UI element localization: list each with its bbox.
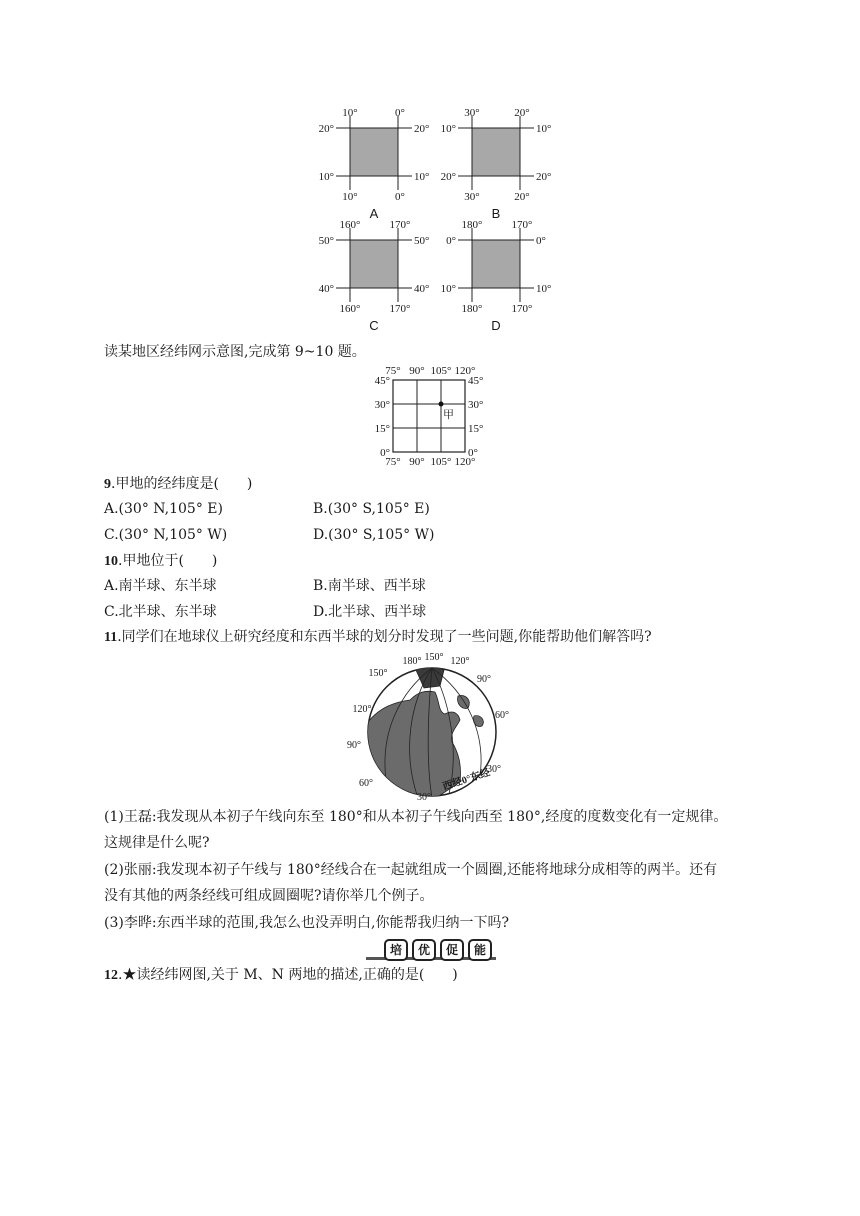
- map-left-label: 0°: [380, 447, 390, 459]
- q10-option-a: A.南半球、东半球: [104, 578, 217, 594]
- bottom-left-label: 160°: [339, 303, 361, 315]
- globe-degree-label: 150°: [424, 652, 444, 663]
- banner-char-2: 优: [412, 939, 436, 961]
- globe-degree-label: 120°: [450, 656, 470, 667]
- right-bottom-label: 10°: [414, 171, 430, 183]
- top-left-label: 10°: [342, 107, 358, 119]
- map-bottom-label: 90°: [409, 456, 425, 468]
- question-10-text: .甲地位于( ): [118, 553, 218, 569]
- q9-option-b: B.(30° S,105° E): [313, 501, 430, 517]
- map-top-label: 120°: [454, 365, 476, 377]
- top-right-label: 0°: [395, 107, 405, 119]
- globe-degree-label: 120°: [352, 704, 372, 715]
- left-top-label: 50°: [318, 235, 334, 247]
- top-left-label: 30°: [464, 107, 480, 119]
- question-9-text: .甲地的经纬度是( ): [111, 476, 253, 492]
- sub-question-2-line-1: (2)张丽:我发现本初子午线与 180°经线合在一起就组成一个圆圈,还能将地球分成相等的两半。还有: [104, 862, 718, 878]
- globe-degree-label: 30°: [417, 792, 431, 803]
- bottom-right-label: 170°: [389, 303, 411, 315]
- map-top-label: 105°: [430, 365, 452, 377]
- globe-degree-label: 30°: [487, 764, 501, 775]
- globe-degree-label: 90°: [347, 740, 361, 751]
- top-right-label: 170°: [511, 219, 533, 231]
- q9-option-d: D.(30° S,105° W): [313, 527, 435, 543]
- question-11-text: .同学们在地球仪上研究经度和东西半球的划分时发现了一些问题,你能帮助他们解答吗?: [117, 629, 652, 645]
- grid-option-caption: C: [369, 318, 379, 333]
- globe-degree-label: 150°: [368, 668, 388, 679]
- left-bottom-label: 10°: [440, 283, 456, 295]
- right-top-label: 50°: [414, 235, 430, 247]
- q9-option-a: A.(30° N,105° E): [104, 501, 223, 517]
- globe-degree-label: 60°: [359, 778, 373, 789]
- right-bottom-label: 20°: [536, 171, 552, 183]
- top-right-label: 20°: [514, 107, 530, 119]
- sub-question-3: (3)李晔:东西半球的范围,我怎么也没弄明白,你能帮我归纳一下吗?: [104, 915, 509, 931]
- grid-square: [350, 128, 398, 176]
- q10-option-b: B.南半球、西半球: [313, 578, 426, 594]
- left-bottom-label: 20°: [440, 171, 456, 183]
- top-left-label: 180°: [461, 219, 483, 231]
- grid-option-caption: A: [369, 206, 379, 221]
- map-bottom-label: 105°: [430, 456, 452, 468]
- map-left-label: 15°: [374, 423, 390, 435]
- question-12-stem: [104, 966, 458, 985]
- map-left-label: 45°: [374, 375, 390, 387]
- question-9-stem: [104, 475, 252, 494]
- banner-char-3: 促: [440, 939, 464, 961]
- left-top-label: 20°: [318, 123, 334, 135]
- bottom-left-label: 180°: [461, 303, 483, 315]
- question-12-text: .★读经纬网图,关于 M、N 两地的描述,正确的是( ): [118, 967, 458, 983]
- globe-degree-label: 90°: [477, 674, 491, 685]
- grid-option-caption: B: [491, 206, 501, 221]
- right-top-label: 10°: [536, 123, 552, 135]
- right-top-label: 0°: [536, 235, 546, 247]
- sub-question-1-line-2: 这规律是什么呢?: [104, 835, 210, 851]
- banner-char-1: 培: [384, 939, 408, 961]
- question-12-number: 12: [104, 968, 118, 983]
- grid-square: [472, 240, 520, 288]
- left-bottom-label: 40°: [318, 283, 334, 295]
- right-bottom-label: 40°: [414, 283, 430, 295]
- globe-figure: [340, 652, 520, 802]
- map-top-label: 90°: [409, 365, 425, 377]
- globe-bottom-label: 西经0°东经: [441, 767, 492, 793]
- point-jia-label: 甲: [443, 409, 454, 421]
- grid-option-d: [441, 219, 552, 333]
- banner-char-4: 能: [468, 939, 492, 961]
- bottom-left-label: 10°: [342, 191, 358, 203]
- q10-option-d: D.北半球、西半球: [313, 604, 427, 620]
- grid-options-figure: [318, 107, 552, 334]
- intro-9-10: 读某地区经纬网示意图,完成第 9~10 题。: [104, 344, 366, 360]
- grid-square: [472, 128, 520, 176]
- map-right-label: 15°: [468, 423, 484, 435]
- map-right-label: 30°: [468, 399, 484, 411]
- map-top-label: 75°: [385, 365, 401, 377]
- map-left-label: 30°: [374, 399, 390, 411]
- question-10-number: 10: [104, 554, 118, 569]
- grid-option-a: [319, 107, 430, 221]
- map-bottom-label: 75°: [385, 456, 401, 468]
- globe-degree-label: 60°: [495, 710, 509, 721]
- grid-option-caption: D: [491, 318, 501, 333]
- right-top-label: 20°: [414, 123, 430, 135]
- right-bottom-label: 10°: [536, 283, 552, 295]
- question-10-stem: [104, 552, 217, 571]
- graticule-map: [355, 362, 495, 470]
- left-top-label: 10°: [440, 123, 456, 135]
- bottom-left-label: 30°: [464, 191, 480, 203]
- map-right-label: 45°: [468, 375, 484, 387]
- point-jia-marker: [439, 402, 444, 407]
- map-bottom-label: 120°: [454, 456, 476, 468]
- grid-option-c: [319, 219, 430, 333]
- bottom-right-label: 170°: [511, 303, 533, 315]
- globe-degree-label: 180°: [402, 656, 422, 667]
- q9-option-c: C.(30° N,105° W): [104, 527, 228, 543]
- top-left-label: 160°: [339, 219, 361, 231]
- sub-question-1-line-1: (1)王磊:我发现从本初子午线向东至 180°和从本初子午线向西至 180°,经度的度数变化有一定规律。: [104, 809, 728, 825]
- grid-square: [350, 240, 398, 288]
- map-frame: [393, 380, 465, 452]
- sub-question-2-line-2: 没有其他的两条经线可组成圆圈呢?请你举几个例子。: [104, 888, 434, 904]
- section-banner: [366, 939, 496, 961]
- grid-option-b: [441, 107, 552, 221]
- q10-option-c: C.北半球、东半球: [104, 604, 217, 620]
- question-9-number: 9: [104, 477, 111, 492]
- question-11-stem: [104, 628, 652, 647]
- left-top-label: 0°: [446, 235, 456, 247]
- left-bottom-label: 10°: [318, 171, 334, 183]
- bottom-right-label: 0°: [395, 191, 405, 203]
- map-right-label: 0°: [468, 447, 478, 459]
- top-right-label: 170°: [389, 219, 411, 231]
- bottom-right-label: 20°: [514, 191, 530, 203]
- question-11-number: 11: [104, 630, 118, 645]
